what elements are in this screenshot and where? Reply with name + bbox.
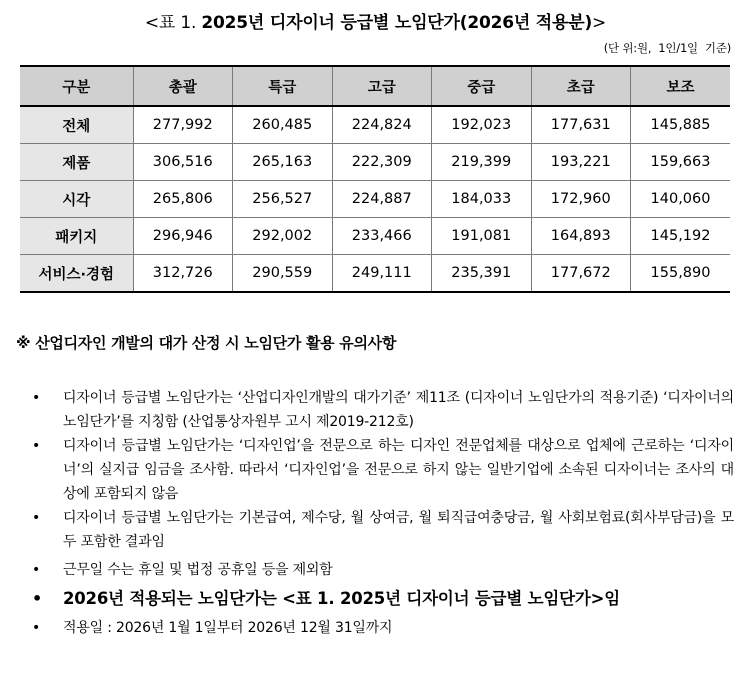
table-cell: 249,111 [332,255,432,293]
row-label: 제품 [20,144,133,181]
table-cell: 192,023 [432,106,532,144]
note-text: 근무일 수는 휴일 및 법정 공휴일 등을 제외함 [63,562,333,578]
header-grade-assistant: 보조 [631,66,731,106]
notes-list [28,386,734,640]
note-text: 디자이너 등급별 노임단가는 ‘디자인업’을 전문으로 하는 디자인 전문업체를 대상으로 업체에 근로하는 ‘디자이너’의 실지급 임금을 조사함. 따라서 ‘디자인업’을 전문으로 하지 않는 일반기업에 소속된 디자이너는 조사의 대상에 포함되지 않음 [63,438,734,502]
list-item [28,434,734,506]
header-category: 구분 [20,66,133,106]
note-text: 2026년 적용되는 노임단가는 <표 1. 2025년 디자이너 등급별 노임단가>임 [63,589,620,608]
row-label: 서비스·경험 [20,255,133,293]
caption-prefix: <표 1. [144,13,202,33]
bullet-icon: • [32,589,43,608]
table-cell: 256,527 [233,181,333,218]
header-grade-director: 총괄 [133,66,233,106]
table-cell: 265,806 [133,181,233,218]
table-cell: 224,887 [332,181,432,218]
list-item [28,506,734,554]
row-label: 전체 [20,106,133,144]
table-cell: 177,672 [531,255,631,293]
note-text: 적용일 : 2026년 1월 1일부터 2026년 12월 31일까지 [63,620,393,636]
table-cell: 155,890 [631,255,731,293]
table-cell: 296,946 [133,218,233,255]
bullet-icon: • [32,620,41,636]
table-cell: 145,885 [631,106,731,144]
bullet-icon: • [32,510,41,526]
table-cell: 159,663 [631,144,731,181]
table-cell: 193,221 [531,144,631,181]
header-grade-special: 특급 [233,66,333,106]
caption-suffix: > [592,13,607,33]
row-label: 시각 [20,181,133,218]
table-cell: 290,559 [233,255,333,293]
table-cell: 292,002 [233,218,333,255]
list-item [28,616,734,640]
table-cell: 306,516 [133,144,233,181]
header-grade-intermediate: 중급 [432,66,532,106]
table-row [20,181,730,218]
table-cell: 277,992 [133,106,233,144]
note-text: 디자이너 등급별 노임단가는 기본급여, 제수당, 월 상여금, 월 퇴직급여충당금, 월 사회보험료(회사부담금)을 모두 포함한 결과임 [63,510,734,550]
notes-heading: ※ 산업디자인 개발의 대가 산정 시 노임단가 활용 유의사항 [16,334,397,352]
table-caption [0,10,751,36]
table-row [20,106,730,144]
bullet-icon: • [32,562,41,578]
table-row [20,255,730,293]
table-header-row [20,66,730,106]
header-grade-senior: 고급 [332,66,432,106]
table-cell: 312,726 [133,255,233,293]
list-item-emphasized [28,584,734,614]
bullet-icon: • [32,438,41,454]
table-cell: 184,033 [432,181,532,218]
row-label: 패키지 [20,218,133,255]
table-cell: 219,399 [432,144,532,181]
table-cell: 233,466 [332,218,432,255]
list-item [28,558,734,582]
table-cell: 265,163 [233,144,333,181]
table-cell: 260,485 [233,106,333,144]
wage-table [20,65,730,293]
table-row [20,218,730,255]
bullet-icon: • [32,390,41,406]
table-cell: 164,893 [531,218,631,255]
table-cell: 235,391 [432,255,532,293]
table-cell: 177,631 [531,106,631,144]
table-cell: 191,081 [432,218,532,255]
table-cell: 224,824 [332,106,432,144]
header-grade-junior: 초급 [531,66,631,106]
note-text: 디자이너 등급별 노임단가는 ‘산업디자인개발의 대가기준’ 제11조 (디자이너 노임단가의 적용기준) ‘디자이너의 노임단가’를 지칭함 (산업통상자원부 고시 제2019-212호) [63,390,734,430]
table-cell: 140,060 [631,181,731,218]
unit-note: (단 위:원, 1인/1일 기준) [603,41,731,55]
table-row [20,144,730,181]
table-cell: 145,192 [631,218,731,255]
caption-title: 2025년 디자이너 등급별 노임단가(2026년 적용분) [201,13,593,33]
table-cell: 222,309 [332,144,432,181]
table-cell: 172,960 [531,181,631,218]
list-item [28,386,734,434]
